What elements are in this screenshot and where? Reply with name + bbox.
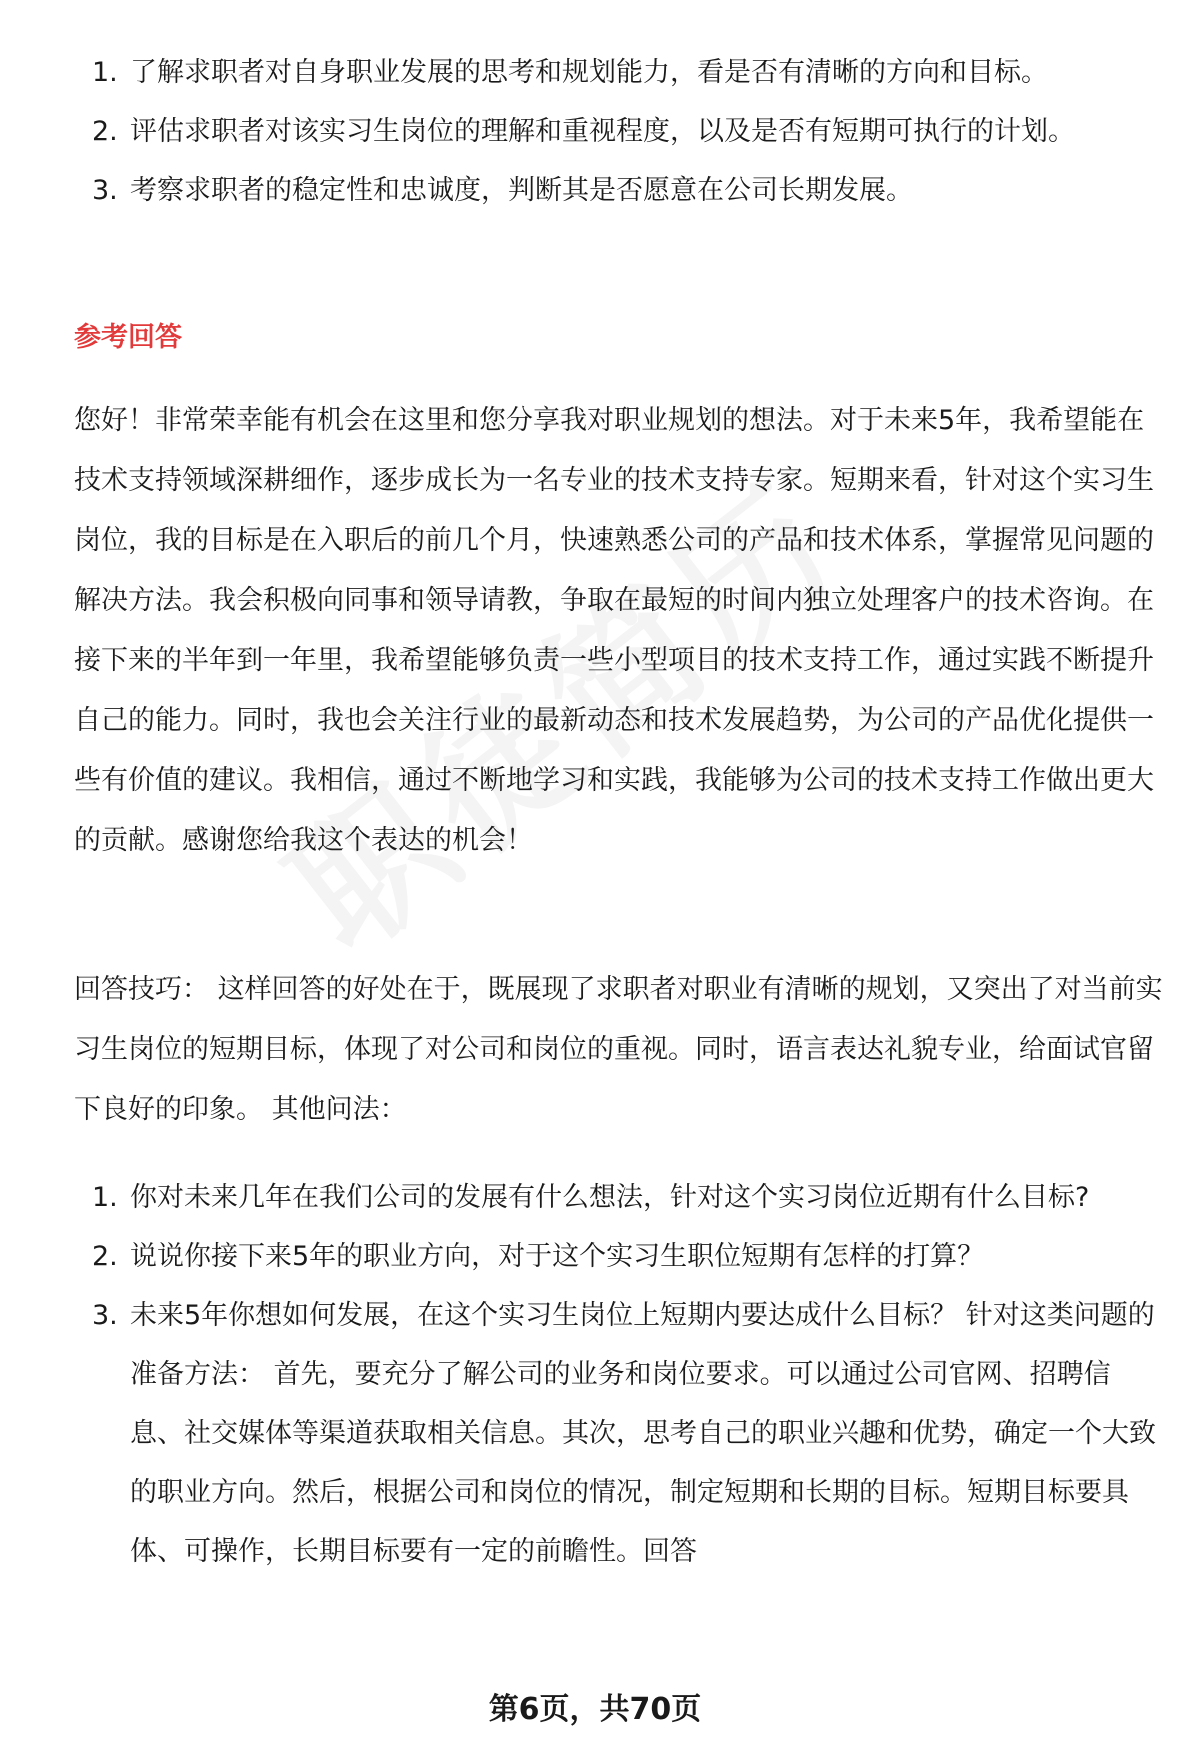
answer-tips-paragraph: 回答技巧： 这样回答的好处在于，既展现了求职者对职业有清晰的规划，又突出了对当前实习生岗位的短期目标，体现了对公司和岗位的重视。同时，语言表达礼貌专业，给面试官留下良好的印象。 其他问法： [74,974,1163,1125]
list-item-text: 未来5年你想如何发展，在这个实习生岗位上短期内要达成什么目标？ 针对这类问题的准备方法： 首先，要充分了解公司的业务和岗位要求。可以通过公司官网、招聘信息、社交媒体等渠道获取相关信息。其次，思考自己的职业兴趣和优势，确定一个大致的职业方向。然后，根据公司和岗位的情况，制定短期和长期的目标。短期目标要具体、可操作，长期目标要有一定的前瞻性。回答 [130,1300,1156,1567]
list-item-number: 2. [92,116,118,147]
list-item [80,102,1160,161]
list-item [80,1168,1160,1227]
list-item-number: 1. [92,1182,118,1213]
list-item-number: 3. [92,175,118,206]
list-item-text: 说说你接下来5年的职业方向，对于这个实习生职位短期有怎样的打算？ [130,1241,985,1272]
evaluation-points-list [80,43,1160,220]
list-item-number: 2. [92,1241,118,1272]
list-item-text: 了解求职者对自身职业发展的思考和规划能力，看是否有清晰的方向和目标。 [130,57,1048,88]
list-item [80,1286,1160,1581]
list-item [80,1227,1160,1286]
list-item-number: 1. [92,57,118,88]
list-item-text: 考察求职者的稳定性和忠诚度，判断其是否愿意在公司长期发展。 [130,175,913,206]
list-item [80,161,1160,220]
list-item-text: 评估求职者对该实习生岗位的理解和重视程度，以及是否有短期可执行的计划。 [130,116,1075,147]
list-item-number: 3. [92,1300,118,1331]
page-number: 第6页，共70页 [488,1692,702,1727]
list-item [80,43,1160,102]
reference-answer-heading: 参考回答 [74,322,182,353]
list-item-text: 你对未来几年在我们公司的发展有什么想法，针对这个实习岗位近期有什么目标? [130,1182,1090,1213]
alternative-questions-list [80,1168,1160,1581]
reference-answer-paragraph: 您好！非常荣幸能有机会在这里和您分享我对职业规划的想法。对于未来5年，我希望能在技术支持领域深耕细作，逐步成长为一名专业的技术支持专家。短期来看，针对这个实习生岗位，我的目标是在入职后的前几个月，快速熟悉公司的产品和技术体系，掌握常见问题的解决方法。我会积极向同事和领导请教，争取在最短的时间内独立处理客户的技术咨询。在接下来的半年到一年里，我希望能够负责一些小型项目的技术支持工作，通过实践不断提升自己的能力。同时，我也会关注行业的最新动态和技术发展趋势，为公司的产品优化提供一些有价值的建议。我相信，通过不断地学习和实践，我能够为公司的技术支持工作做出更大的贡献。感谢您给我这个表达的机会！ [74,405,1154,856]
